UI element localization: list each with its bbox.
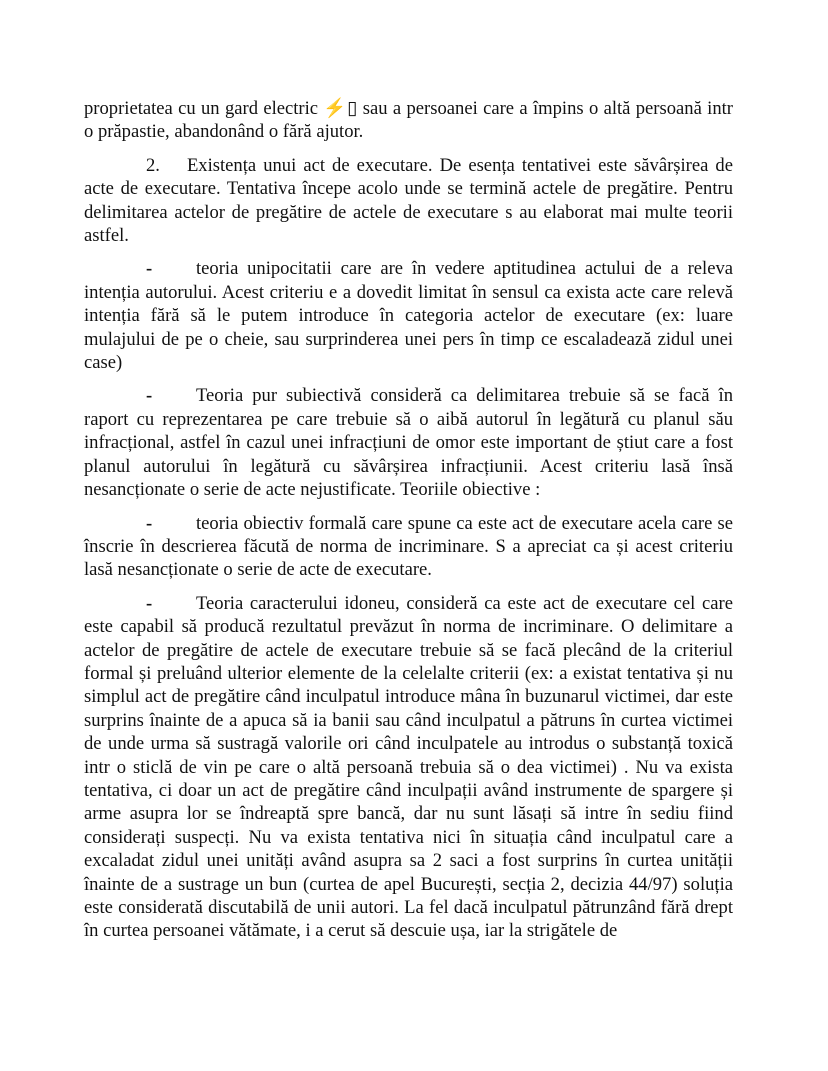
- bullet-text: teoria unipocitatii care are în vedere aptitudinea actului de a releva intenția autorului. Acest criteriu e a dovedit limitat în sensul ca exista acte care relevă intenția fără să le putem introduce în categoria actelor de executare (ex: luare mulajului de pe o cheie, sau surprinderea unei pers în timp ce escaladează zidul unei case): [84, 258, 733, 374]
- paragraph-text: Existența unui act de executare. De esența tentativei este săvârșirea de acte de executare. Tentativa începe acolo unde se termină actele de pregătire. Pentru delimitarea actelor de pregătire de actele de executare s au elaborat mai multe teorii astfel.: [84, 154, 733, 247]
- bullet-dash: -: [146, 258, 153, 280]
- bullet-item-theory-univocity: [84, 257, 733, 374]
- bullet-item-theory-objective-formal: [84, 512, 733, 582]
- document-body: [84, 97, 733, 953]
- bullet-text: Teoria caracterului idoneu, consideră ca este act de executare cel care este capabil să producă rezultatul prevăzut în norma de incriminare. O delimitare a actelor de pregătire de actele de executare trebuie să se facă plecând de la criteriul formal și preluând ulterior elemente de la celelalte criterii (ex: a existat tentativa și nu simplul act de pregătire când inculpatul introduce mâna în buzunarul victimei, dar este surprins înainte de a apuca să ia banii sau când inculpatul a pătruns în curtea victimei de unde urma să sustragă valorile ori când inculpatele au introdus o substanță toxică intr o sticlă de vin pe care o altă persoană trebuia să o dea victimei) . Nu va exista tentativa, ci doar un act de pregătire când inculpații având instrumente de spargere și arme asupra lor se îndreaptă spre bancă, dar nu sunt lăsați să intre în sediu fiind considerați suspecți. Nu va exista tentativa nici în situația când inculpatul care a excaladat zidul unei unități având asupra sa 2 saci a fost surprins în curtea unității înainte de a sustrage un bun (curtea de apel București, secția 2, decizia 44/97) soluția este considerată discutabilă de unii autori. La fel dacă inculpatul pătrunzând fără drept în curtea persoanei vătămate, i a cerut să descuie ușa, iar la strigătele de: [84, 592, 733, 942]
- bullet-text: Teoria pur subiectivă consideră ca delimitarea trebuie să se facă în raport cu reprezentarea pe care trebuie să o aibă autorul în legătură cu planul său infracțional, astfel în cazul unei infracțiuni de omor este important de știut care a fost planul autorului în legătură cu săvârșirea infracțiunii. Acest criteriu lasă însă nesancționate o serie de acte nejustificate. Teoriile obiective :: [84, 385, 733, 501]
- numbered-paragraph-2: [84, 154, 733, 248]
- bullet-dash: -: [146, 385, 153, 407]
- bullet-dash: -: [146, 592, 153, 614]
- bullet-dash: -: [146, 512, 153, 534]
- paragraph-number: 2.: [146, 154, 160, 176]
- paragraph-continuation: proprietatea cu un gard electric ⚡▯ sau a persoanei care a împins o altă persoană intr o prăpastie, abandonând o fără ajutor.: [84, 98, 733, 143]
- bullet-text: teoria obiectiv formală care spune ca este act de executare acela care se înscrie în descrierea făcută de norma de incriminare. S a apreciat ca și acest criteriu lasă nesancționate o serie de acte de executare.: [84, 512, 733, 581]
- bullet-item-theory-subjective: [84, 384, 733, 501]
- bullet-item-theory-suitability: [84, 592, 733, 943]
